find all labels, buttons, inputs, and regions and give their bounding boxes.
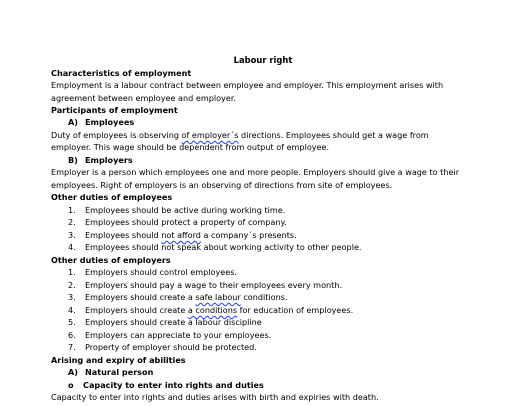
subheading-text: Employees <box>85 117 135 127</box>
spellcheck-underline: not afford <box>161 230 201 240</box>
document-title: Labour right <box>233 55 293 65</box>
list-marker: 1. <box>68 267 76 277</box>
bullet-marker: o <box>68 380 74 390</box>
list-item <box>68 317 262 327</box>
list-item <box>68 330 271 340</box>
paragraph-line: employer. This wage should be dependent from output of employee. <box>51 142 330 152</box>
heading-abilities: Arising and expiry of abilities <box>51 355 186 365</box>
list-marker: 4. <box>68 305 76 315</box>
list-marker: A) <box>68 117 78 127</box>
paragraph-line: Capacity to enter into rights and duties arises with birth and expiries with death. <box>51 392 379 402</box>
heading-characteristics: Characteristics of employment <box>51 68 192 78</box>
paragraph-line: agreement between employee and employer. <box>51 93 236 103</box>
paragraph-line: Duty of employees is observing of employer´s directions. Employees should get a wage from <box>51 130 429 140</box>
list-item-text: Employers should pay a wage to their employees every month. <box>85 280 343 290</box>
list-item-text: Property of employer should be protected. <box>85 342 257 352</box>
heading-duties-employers: Other duties of employers <box>51 255 171 265</box>
list-marker: B) <box>68 155 78 165</box>
spellcheck-underline: a conditions <box>187 305 238 315</box>
list-marker: 7. <box>68 342 76 352</box>
list-item-text: Employers should create a safe labour conditions. <box>85 292 288 302</box>
list-marker: 6. <box>68 330 76 340</box>
subheading-natural-person <box>68 367 153 377</box>
list-item <box>68 217 287 227</box>
list-item <box>68 205 285 215</box>
list-marker: 2. <box>68 280 76 290</box>
paragraph-line: Employment is a labour contract between employee and employer. This employment arises with <box>51 80 444 90</box>
list-item <box>68 292 288 302</box>
list-marker: 1. <box>68 205 76 215</box>
list-marker: 3. <box>68 292 76 302</box>
paragraph-line: Employer is a person which employees one and more people. Employers should give a wage to their <box>51 167 460 177</box>
spellcheck-underline: of employer´s <box>181 130 239 140</box>
list-item-text: Employees should be active during working time. <box>85 205 286 215</box>
spellcheck-underline: safe labour <box>195 292 241 302</box>
bullet-text: Capacity to enter into rights and duties <box>83 380 264 390</box>
list-item-text: Employers should create a conditions for education of employees. <box>85 305 354 315</box>
bullet-item <box>68 380 264 390</box>
subheading-employees <box>68 117 134 127</box>
list-marker: 4. <box>68 242 76 252</box>
subheading-text: Natural person <box>85 367 154 377</box>
list-marker: 3. <box>68 230 76 240</box>
list-item-text: Employers should create a labour discipline <box>85 317 262 327</box>
list-marker: 5. <box>68 317 76 327</box>
list-item <box>68 280 342 290</box>
subheading-text: Employers <box>85 155 133 165</box>
list-item-text: Employers can appreciate to your employees. <box>85 330 272 340</box>
list-item-text: Employees should not afford a company´s presents. <box>85 230 297 240</box>
list-item-text: Employees should protect a property of company. <box>85 217 287 227</box>
list-item-text: Employers should control employees. <box>85 267 237 277</box>
list-marker: A) <box>68 367 78 377</box>
list-item <box>68 242 362 252</box>
list-item <box>68 267 237 277</box>
heading-duties-employees: Other duties of employees <box>51 192 173 202</box>
list-item <box>68 305 353 315</box>
list-item <box>68 342 257 352</box>
list-marker: 2. <box>68 217 76 227</box>
list-item-text: Employees should not speak about working activity to other people. <box>85 242 362 252</box>
heading-participants: Participants of employment <box>51 105 178 115</box>
paragraph-line: employees. Right of employers is an observing of directions from site of employees. <box>51 180 393 190</box>
list-item <box>68 230 297 240</box>
subheading-employers <box>68 155 133 165</box>
